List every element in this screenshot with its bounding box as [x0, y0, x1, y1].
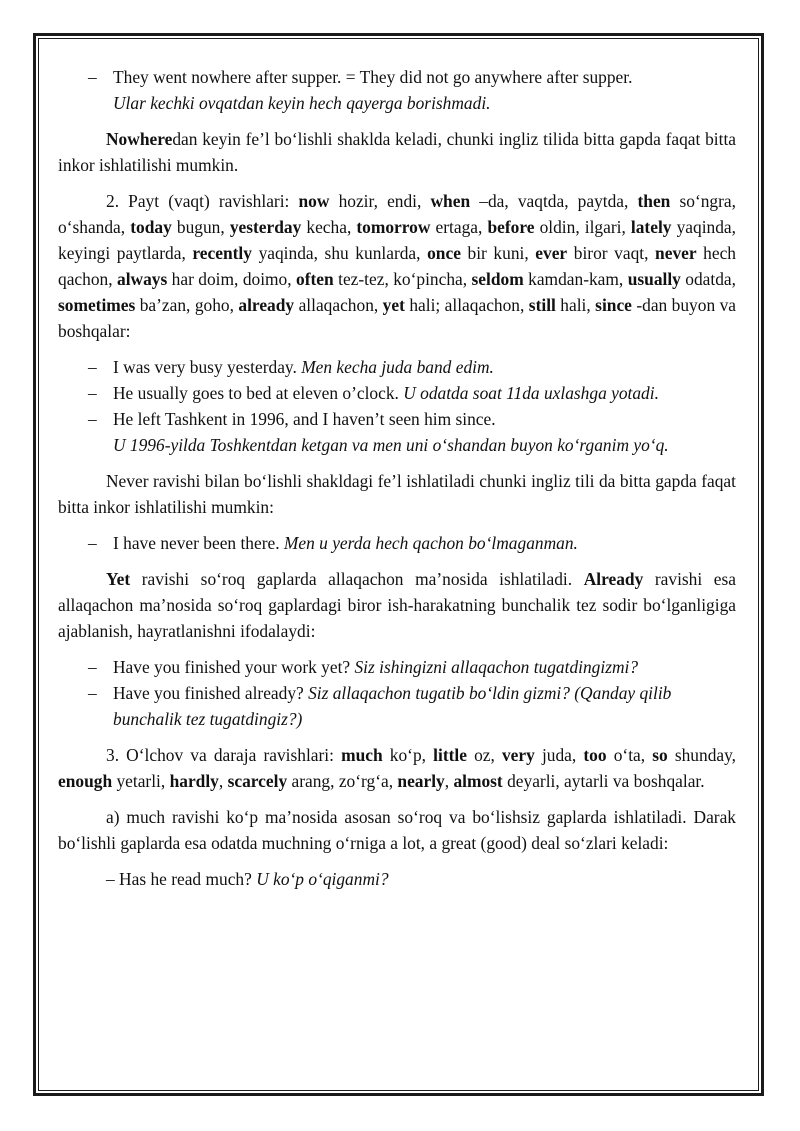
example-english: He usually goes to bed at eleven o’clock. — [113, 383, 404, 403]
paragraph-text: bugun, — [171, 217, 230, 237]
example-yesterday — [58, 354, 736, 380]
example-english: He left Tashkent in 1996, and I haven’t seen him since. — [113, 409, 496, 429]
keyword-term: then — [637, 191, 671, 211]
example-translation: U ko‘p o‘qiganmi? — [256, 869, 389, 889]
paragraph-never: Never ravishi bilan bo‘lishli shakldagi fe’l ishlatiladi chunki ingliz tili da bitta gapda faqat bitta inkor ishlatilishi mumkin: — [58, 471, 736, 517]
paragraph-text: yetarli, — [112, 771, 170, 791]
example-translation: Men kecha juda band edim. — [301, 357, 494, 377]
paragraph-text: so‘ngra, o‘shanda, — [58, 191, 736, 237]
keyword-term: hardly — [169, 771, 219, 791]
keyword-term: so — [652, 745, 668, 765]
keyword-term: once — [427, 243, 461, 263]
bullet-dash: – — [88, 683, 97, 703]
paragraph-text: tez-tez, ko‘pincha, — [333, 269, 472, 289]
keyword-term: nearly — [397, 771, 445, 791]
paragraph-text: shunday, — [667, 745, 737, 765]
paragraph-text: ba’zan, goho, — [135, 295, 239, 315]
example-already — [58, 680, 736, 732]
example-english: Have you finished your work yet? — [113, 657, 355, 677]
keyword-term: before — [487, 217, 535, 237]
paragraph-text: oldin, ilgari, — [534, 217, 631, 237]
paragraph-text: yaqinda, keyingi paytlarda, — [58, 217, 736, 263]
keyword-term: already — [238, 295, 295, 315]
keyword-term: yesterday — [229, 217, 302, 237]
example-never — [58, 530, 736, 556]
example-translation: Ular kechki ovqatdan keyin hech qayerga borishmadi. — [113, 93, 491, 113]
keyword-term: too — [583, 745, 607, 765]
keyword-term: Already — [583, 569, 644, 589]
paragraph-text: biror vaqt, — [567, 243, 656, 263]
paragraph-text: har doim, doimo, — [167, 269, 297, 289]
example-english: I was very busy yesterday. — [113, 357, 302, 377]
paragraph-nowhere — [58, 126, 736, 178]
keyword-term: usually — [627, 269, 681, 289]
paragraph-text: hozir, endi, — [329, 191, 431, 211]
paragraph-time-adverbs — [58, 188, 736, 344]
keyword-term: never — [655, 243, 697, 263]
example-translation: Siz allaqachon tugatib bo‘ldin gizmi? (Qanday qilib bunchalik tez tugatdingiz?) — [113, 683, 672, 729]
paragraph-text: kecha, — [301, 217, 357, 237]
keyword-term: often — [296, 269, 334, 289]
keyword-nowhere: Nowhere — [106, 129, 173, 149]
example-english: I have never been there. — [113, 533, 284, 553]
paragraph-text: 3. O‘lchov va daraja ravishlari: — [106, 745, 342, 765]
keyword-term: ever — [535, 243, 568, 263]
paragraph-yet-already — [58, 566, 736, 644]
paragraph-text: hali, — [555, 295, 596, 315]
paragraph-text: ravishi esa allaqachon ma’nosida so‘roq gaplardagi biror ish-harakatning bunchalik tez sodir bo‘lganligiga ajablanish, hayratlanishni ifodalaydi: — [58, 569, 737, 641]
bullet-dash: – — [88, 533, 97, 553]
bullet-dash: – — [88, 657, 97, 677]
paragraph-text: odatda, — [680, 269, 736, 289]
example-english: They went nowhere after supper. = They did not go anywhere after supper. — [113, 67, 633, 87]
paragraph-text: , — [444, 771, 454, 791]
example-usually — [58, 380, 736, 406]
paragraph-text: dan keyin fe’l bo‘lishli shaklda keladi, chunki ingliz tilida bitta gapda faqat bitta inkor ishlatilishi mumkin. — [58, 129, 736, 175]
paragraph-much: a) much ravishi ko‘p ma’nosida asosan so‘roq va bo‘lishsiz gaplarda ishlatiladi. Darak bo‘lishli gaplarda esa odatda muchning o‘rniga a lot, a great (good) deal so‘zlari keladi: — [58, 807, 736, 853]
bullet-dash: – — [88, 67, 97, 87]
example-nowhere — [58, 64, 736, 116]
keyword-term: lately — [630, 217, 672, 237]
example-english: Has he read much? — [114, 869, 257, 889]
keyword-term: now — [298, 191, 330, 211]
paragraph-text: allaqachon, — [294, 295, 383, 315]
keyword-term: almost — [453, 771, 503, 791]
keyword-term: always — [117, 269, 168, 289]
keyword-term: little — [433, 745, 467, 765]
bullet-dash: – — [106, 869, 115, 889]
paragraph-text: ertaga, — [430, 217, 488, 237]
paragraph-text: hech qachon, — [58, 243, 737, 289]
example-translation: U 1996-yilda Toshkentdan ketgan va men uni o‘shandan buyon ko‘rganim yo‘q. — [113, 435, 669, 455]
bullet-dash: – — [88, 357, 97, 377]
paragraph-text: 2. Payt (vaqt) ravishlari: — [106, 191, 299, 211]
keyword-term: yet — [382, 295, 405, 315]
example-translation: Siz ishingizni allaqachon tugatdingizmi? — [354, 657, 639, 677]
bullet-dash: – — [88, 409, 97, 429]
paragraph-text: juda, — [534, 745, 584, 765]
paragraph-text: o‘ta, — [606, 745, 653, 765]
paragraph-text: kamdan-kam, — [523, 269, 628, 289]
keyword-term: Yet — [106, 569, 131, 589]
paragraph-text: ravishi so‘roq gaplarda allaqachon ma’nosida ishlatiladi. — [130, 569, 584, 589]
paragraph-text: arang, zo‘rg‘a, — [287, 771, 398, 791]
keyword-term: still — [528, 295, 556, 315]
paragraph-text: ko‘p, — [382, 745, 434, 765]
paragraph-text: deyarli, aytarli va boshqalar. — [502, 771, 705, 791]
keyword-term: sometimes — [58, 295, 136, 315]
bullet-dash: – — [88, 383, 97, 403]
keyword-term: enough — [58, 771, 113, 791]
keyword-term: very — [501, 745, 535, 765]
example-english: Have you finished already? — [113, 683, 309, 703]
keyword-term: recently — [192, 243, 252, 263]
paragraph-text: –da, vaqtda, paytda, — [470, 191, 638, 211]
paragraph-text: oz, — [466, 745, 502, 765]
paragraph-degree-adverbs — [58, 742, 736, 794]
keyword-term: since — [595, 295, 632, 315]
keyword-term: tomorrow — [356, 217, 431, 237]
document-body — [58, 64, 736, 892]
example-translation: U odatda soat 11da uxlashga yotadi. — [403, 383, 659, 403]
example-translation: Men u yerda hech qachon bo‘lmaganman. — [283, 533, 578, 553]
example-much — [58, 866, 736, 892]
keyword-term: seldom — [471, 269, 524, 289]
paragraph-text: bir kuni, — [460, 243, 536, 263]
example-since — [58, 406, 736, 458]
keyword-term: scarcely — [227, 771, 288, 791]
paragraph-text: hali; allaqachon, — [404, 295, 529, 315]
paragraph-text: , — [218, 771, 228, 791]
paragraph-text: yaqinda, shu kunlarda, — [251, 243, 428, 263]
keyword-term: much — [341, 745, 383, 765]
keyword-term: today — [130, 217, 172, 237]
example-yet — [58, 654, 736, 680]
paragraph-text: -dan buyon va boshqalar: — [58, 295, 736, 341]
keyword-term: when — [430, 191, 471, 211]
